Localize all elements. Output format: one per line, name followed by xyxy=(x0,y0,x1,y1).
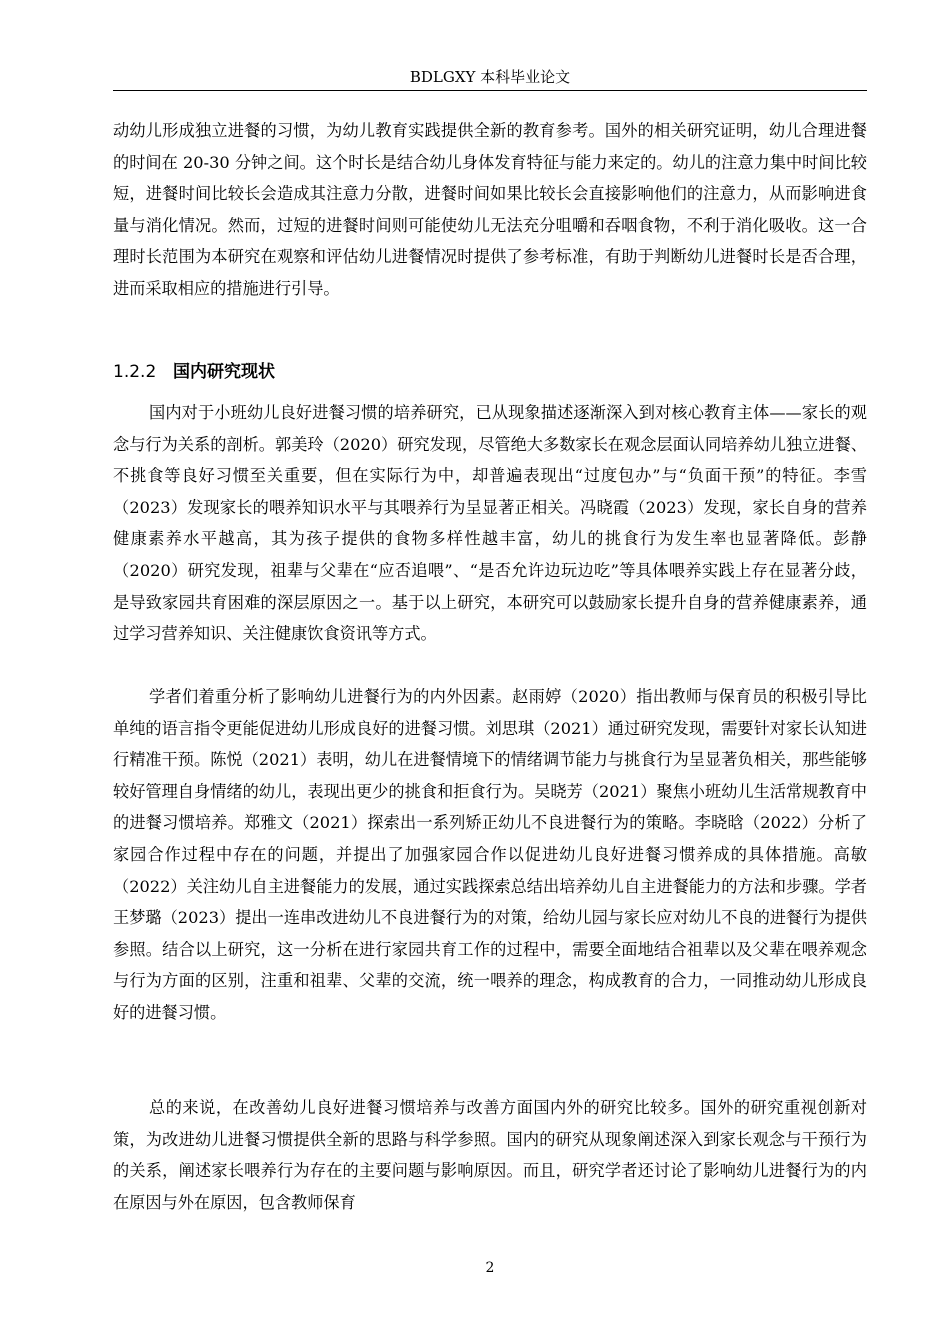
paragraph-influencing-factors: 学者们着重分析了影响幼儿进餐行为的内外因素。赵雨婷（2020）指出教师与保育员的积极引导比单纯的语言指令更能促进幼儿形成良好的进餐习惯。刘思琪（2021）通过研究发现，需要针对家长认知进行精准干预。陈悦（2021）表明，幼儿在进餐情境下的情绪调节能力与挑食行为呈显著负相关，那些能够较好管理自身情绪的幼儿，表现出更少的挑食和拒食行为。吴晓芳（2021）聚焦小班幼儿生活常规教育中的进餐习惯培养。郑雅文（2021）探索出一系列矫正幼儿不良进餐行为的策略。李晓晗（2022）分析了家园合作过程中存在的问题，并提出了加强家园合作以促进幼儿良好进餐习惯养成的具体措施。高敏（2022）关注幼儿自主进餐能力的发展，通过实践探索总结出培养幼儿自主进餐能力的方法和步骤。学者王梦璐（2023）提出一连串改进幼儿不良进餐行为的对策，给幼儿园与家长应对幼儿不良的进餐行为提供参照。结合以上研究，这一分析在进行家园共育工作的过程中，需要全面地结合祖辈以及父辈在喂养观念与行为方面的区别，注重和祖辈、父辈的交流，统一喂养的理念，构成教育的合力，一同推动幼儿形成良好的进餐习惯。 xyxy=(113,687,867,1022)
section-number: 1.2.2 xyxy=(113,362,157,382)
header-rule xyxy=(113,90,867,91)
page-header: BDLGXY 本科毕业论文 xyxy=(409,68,571,86)
paragraph-continuation: 动幼儿形成独立进餐的习惯，为幼儿教育实践提供全新的教育参考。国外的相关研究证明，幼儿合理进餐的时间在 20-30 分钟之间。这个时长是结合幼儿身体发育特征与能力来定的。幼儿的注意力集中时间比较短，进餐时间比较长会造成其注意力分散，进餐时间如果比较长会直接影响他们的注意力，从而影响进食量与消化情况。然而，过短的进餐时间则可能使幼儿无法充分咀嚼和吞咽食物，不利于消化吸收。这一合理时长范围为本研究在观察和评估幼儿进餐情况时提供了参考标准，有助于判断幼儿进餐时长是否合理，进而采取相应的措施进行引导。 xyxy=(113,121,867,298)
section-title: 国内研究现状 xyxy=(173,362,275,382)
paragraph-domestic-research: 国内对于小班幼儿良好进餐习惯的培养研究，已从现象描述逐渐深入到对核心教育主体——家长的观念与行为关系的剖析。郭美玲（2020）研究发现，尽管绝大多数家长在观念层面认同培养幼儿独立进餐、不挑食等良好习惯至关重要，但在实际行为中，却普遍表现出“过度包办”与“负面干预”的特征。李雪（2023）发现家长的喂养知识水平与其喂养行为呈显著正相关。冯晓霞（2023）发现，家长自身的营养健康素养水平越高，其为孩子提供的食物多样性越丰富，幼儿的挑食行为发生率也显著降低。彭静（2020）研究发现，祖辈与父辈在“应否追喂”、“是否允许边玩边吃”等具体喂养实践上存在显著分歧，是导致家园共育困难的深层原因之一。基于以上研究，本研究可以鼓励家长提升自身的营养健康素养，通过学习营养知识、关注健康饮食资讯等方式。 xyxy=(113,403,867,644)
page-number: 2 xyxy=(485,1260,495,1276)
section-heading xyxy=(113,357,275,387)
paragraph-summary: 总的来说，在改善幼儿良好进餐习惯培养与改善方面国内外的研究比较多。国外的研究重视创新对策，为改进幼儿进餐习惯提供全新的思路与科学参照。国内的研究从现象阐述深入到家长观念与干预行为的关系，阐述家长喂养行为存在的主要问题与影响原因。而且，研究学者还讨论了影响幼儿进餐行为的内在原因与外在原因，包含教师保育 xyxy=(113,1098,867,1212)
